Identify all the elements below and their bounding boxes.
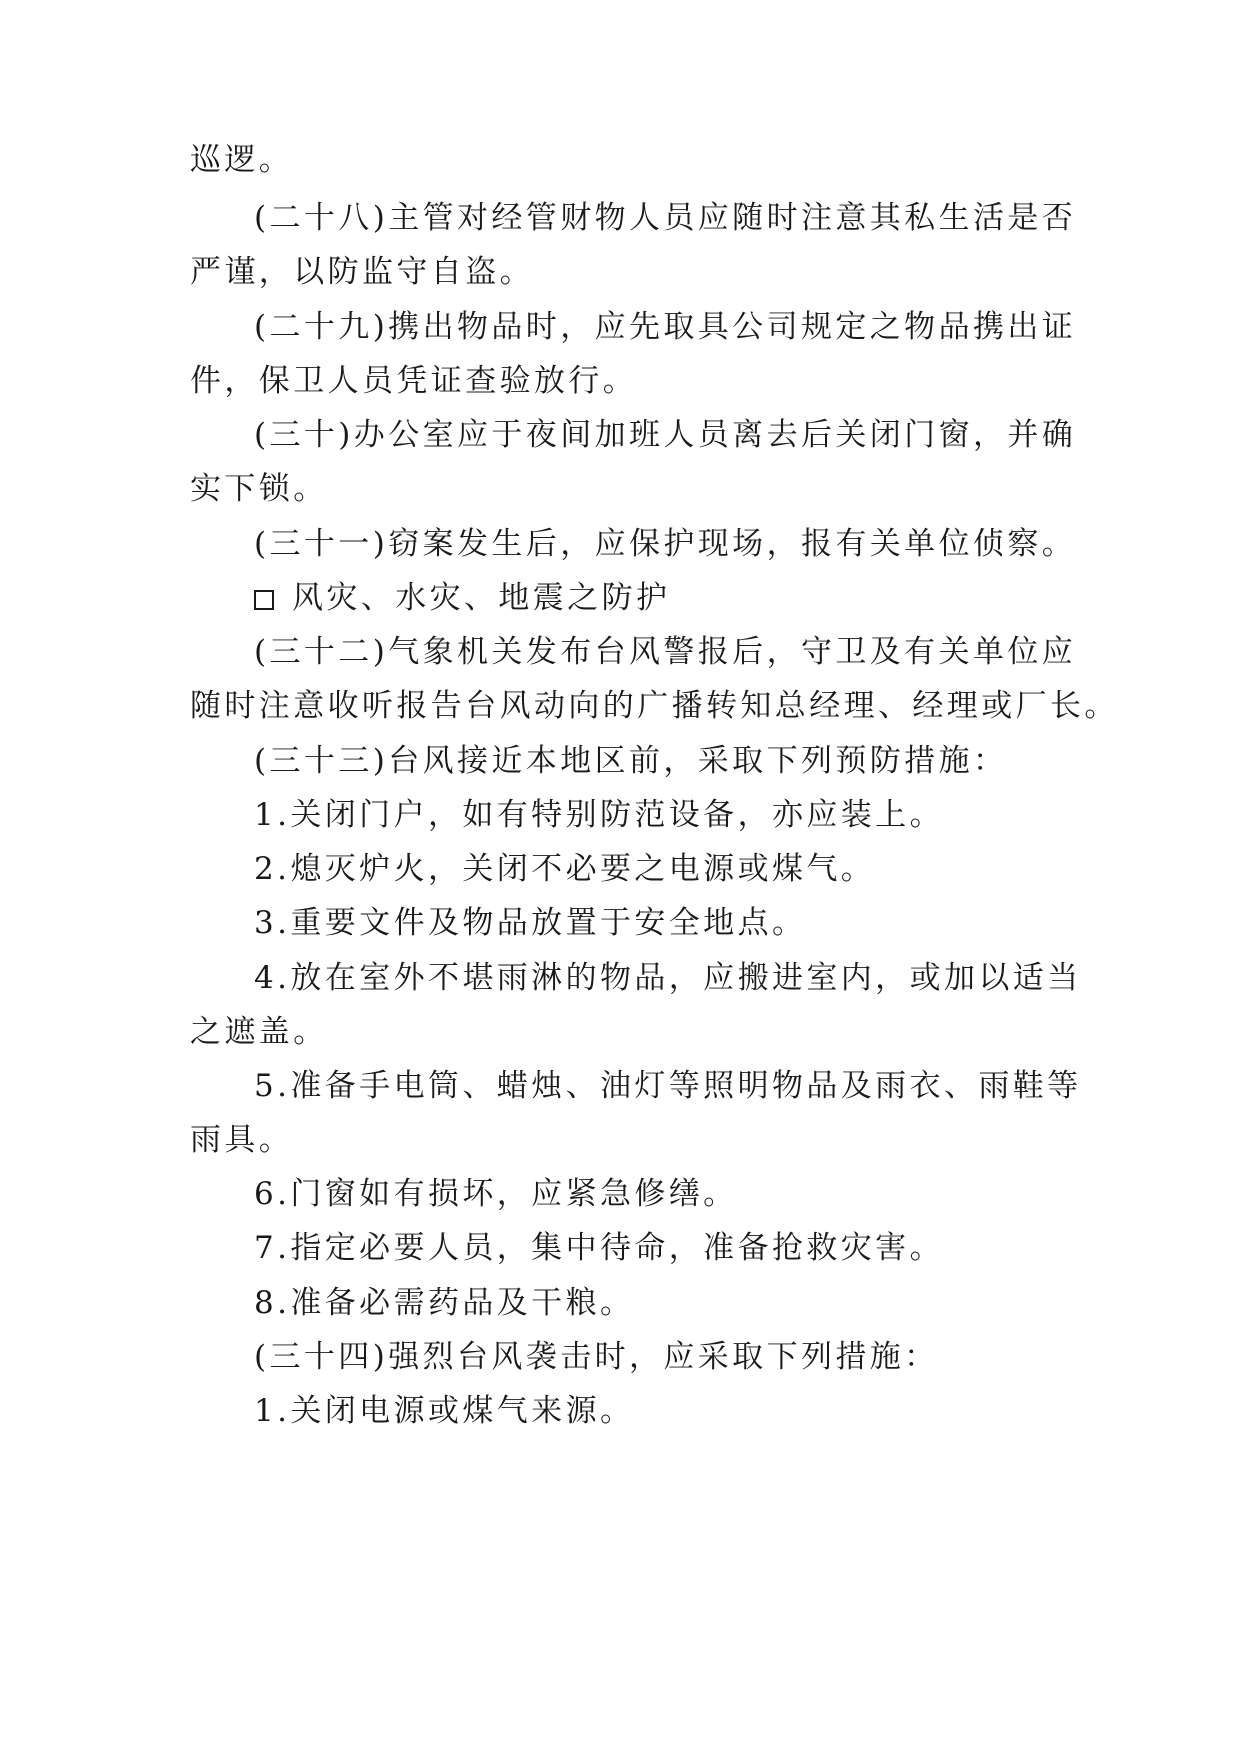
list-item: 7.指定必要人员，集中待命，准备抢救灾害。: [254, 1230, 944, 1266]
text-line: 件，保卫人员凭证查验放行。: [190, 363, 638, 399]
text-line: (二十九)携出物品时，应先取具公司规定之物品携出证: [254, 309, 1077, 345]
text-line: (三十二)气象机关发布台风警报后，守卫及有关单位应: [254, 634, 1077, 670]
section-heading: [254, 578, 670, 618]
list-item: 3.重要文件及物品放置于安全地点。: [254, 905, 807, 941]
text-line: 巡逻。: [190, 142, 294, 178]
checkbox-square-icon: [254, 590, 274, 610]
list-item: 5.准备手电筒、蜡烛、油灯等照明物品及雨衣、雨鞋等: [254, 1068, 1082, 1104]
text-line: (二十八)主管对经管财物人员应随时注意其私生活是否: [254, 200, 1077, 236]
text-line: 之遮盖。: [190, 1014, 328, 1050]
list-item: 1.关闭电源或煤气来源。: [254, 1393, 635, 1429]
text-line: (三十四)强烈台风袭击时，应采取下列措施：: [254, 1339, 939, 1375]
text-line: (三十)办公室应于夜间加班人员离去后关闭门窗，并确: [254, 417, 1077, 453]
text-line: (三十一)窃案发生后，应保护现场，报有关单位侦察。: [254, 526, 1077, 562]
section-heading-text: 风灾、水灾、地震之防护: [292, 580, 671, 616]
list-item: 4.放在室外不堪雨淋的物品，应搬进室内，或加以适当: [254, 960, 1082, 996]
text-line: (三十三)台风接近本地区前，采取下列预防措施：: [254, 743, 1008, 779]
list-item: 6.门窗如有损坏，应紧急修缮。: [254, 1176, 738, 1212]
text-line: 严谨，以防监守自盗。: [190, 254, 534, 290]
text-line: 随时注意收听报告台风动向的广播转知总经理、经理或厂长。: [190, 688, 1119, 724]
text-line: 雨具。: [190, 1122, 294, 1158]
list-item: 1.关闭门户，如有特别防范设备，亦应装上。: [254, 797, 944, 833]
text-line: 实下锁。: [190, 471, 328, 507]
list-item: 8.准备必需药品及干粮。: [254, 1285, 635, 1321]
list-item: 2.熄灭炉火，关闭不必要之电源或煤气。: [254, 851, 876, 887]
